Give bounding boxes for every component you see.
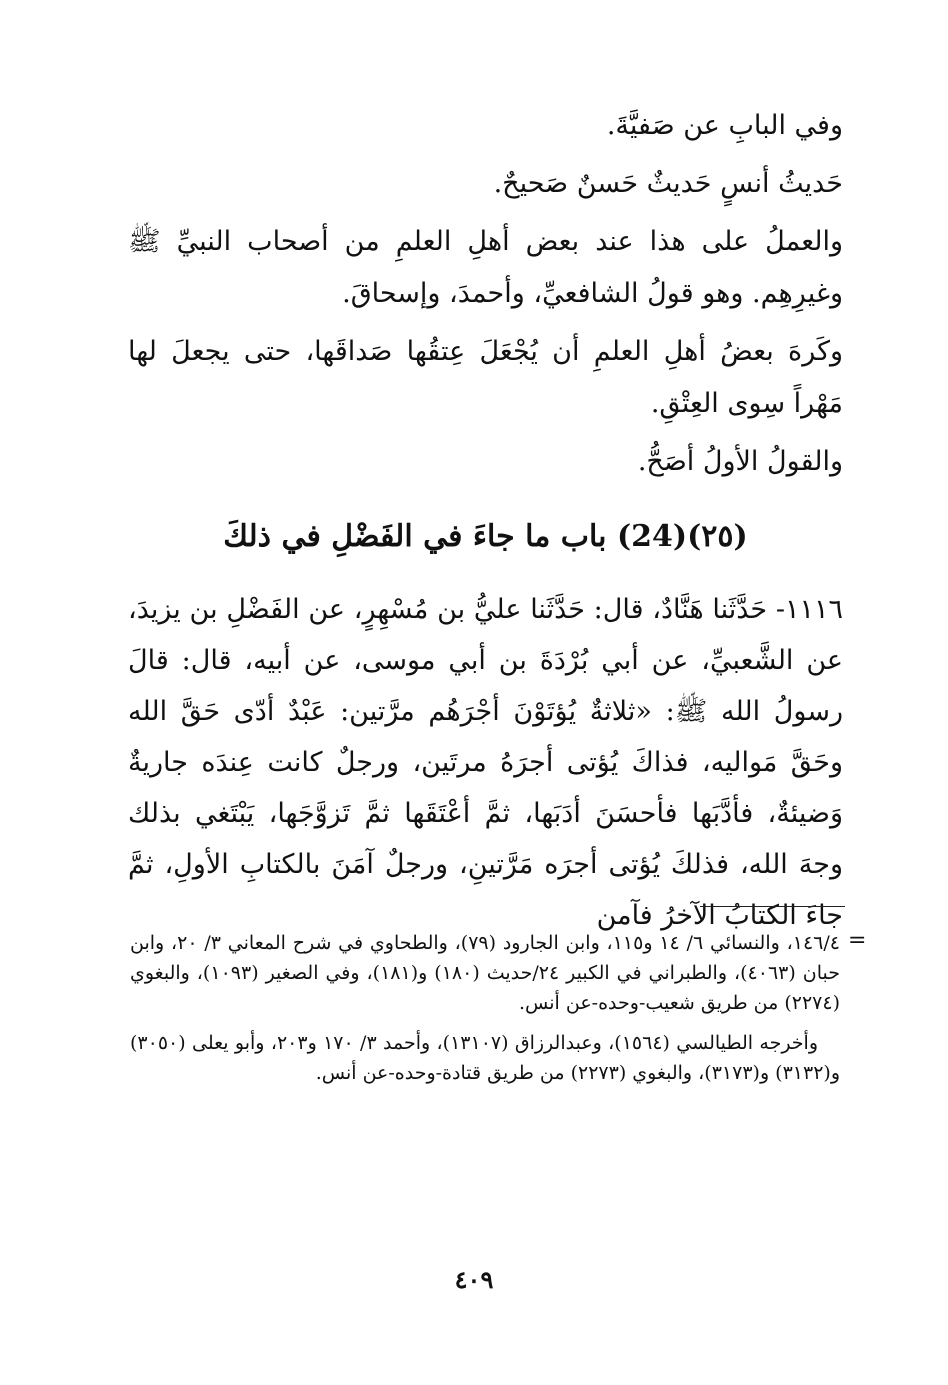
hadith-text	[128, 584, 843, 941]
chapter-heading: (٢٥)(24) باب ما جاءَ في الفَضْلِ في ذلكَ	[223, 519, 748, 554]
main-line: وفي البابِ عن صَفيَّةَ.	[606, 110, 843, 141]
footnote-paragraph: وأخرجه الطيالسي (١٥٦٤)، وعبدالرزاق (١٣١٠٧)، وأحمد ٣/ ١٧٠ و٢٠٣، وأبو يعلى (٣٠٥٠) و(٣١٣٢) و(٣١٧٣)، والبغوي (٢٢٧٣) من طريق قتادة-وحده-عن أنس.	[130, 1032, 840, 1084]
main-paragraph: والعملُ على هذا عند بعض أهلِ العلمِ من أصحاب النبيِّ ﷺ وغيرِهِم. وهو قولُ الشافعيِّ، وأحمدَ، وإسحاقَ.	[128, 226, 843, 309]
footnote-divider	[700, 906, 845, 907]
main-line: والقولُ الأولُ أصَحُّ.	[637, 446, 843, 477]
hadith-paragraph: ١١١٦- حَدَّثَنا هَنَّادٌ، قال: حَدَّثَنا عليُّ بن مُسْهِرٍ، عن الفَضْلِ بن يزيدَ، عن الشَّعبيِّ، عن أبي بُرْدَةَ بن أبي موسى، عن أبيه، قال: قالَ رسولُ الله ﷺ: «ثلاثةٌ يُؤتَوْنَ أجْرَهُم مرَّتين: عَبْدٌ أدّى حَقَّ الله وحَقَّ مَواليه، فذاكَ يُؤتى أجرَهُ مرتَين، ورجلٌ كانت عِندَه جاريةٌ وَضيئةٌ، فأدَّبَها فأحسَنَ أدَبَها، ثمَّ أعْتَقَها ثمَّ تَزوَّجَها، يَبْتَغي بذلك وجهَ الله، فذلكَ يُؤتى أجرَه مَرَّتينِ، ورجلٌ آمَنَ بالكتابِ الأولِ، ثمَّ جاءَ الكتابُ الآخرُ فآمن	[128, 594, 843, 931]
footnotes	[130, 928, 840, 1098]
main-text	[128, 100, 843, 488]
main-paragraph: وكَرهَ بعضُ أهلِ العلمِ أن يُجْعَلَ عِتقُها صَداقَها، حتى يجعلَ لها مَهْراً سِوى العِتْقِ.	[128, 336, 843, 419]
footnote-continuation-mark: =	[848, 928, 867, 953]
page-number: ٤٠٩	[454, 1265, 494, 1294]
footnote-paragraph: ١٤٦/٤، والنسائي ٦/ ١٤ و١١٥، وابن الجارود (٧٩)، والطحاوي في شرح المعاني ٣/ ٢٠، وابن حبان (٤٠٦٣)، والطبراني في الكبير ٢٤/حديث (١٨٠) و(١٨١)، وفي الصغير (١٠٩٣)، والبغوي (٢٢٧٤) من طريق شعيب-وحده-عن أنس.	[130, 932, 840, 1014]
main-line: حَديثُ أنسٍ حَديثٌ حَسنٌ صَحيحٌ.	[493, 168, 843, 199]
